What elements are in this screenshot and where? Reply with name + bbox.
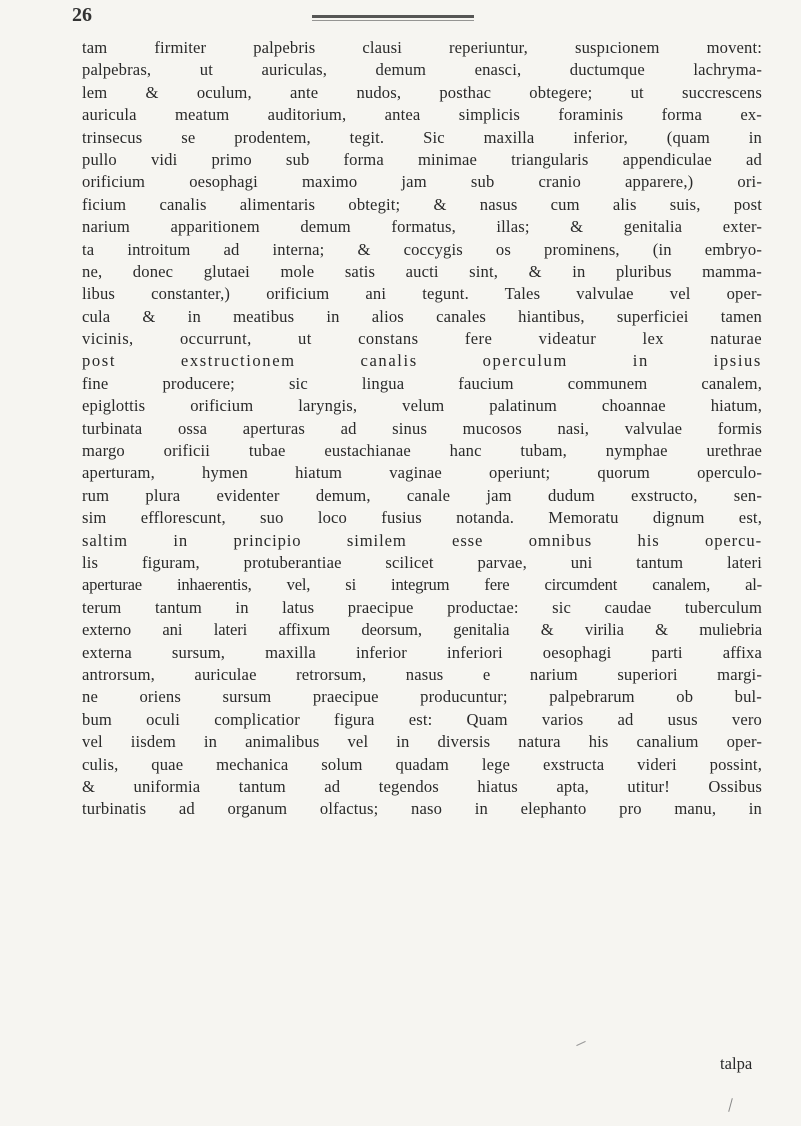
header-rule-thin — [312, 20, 474, 21]
text-line: lem & oculum, ante nudos, posthac obtegere; ut succrescens — [82, 82, 762, 102]
text-line: sim efflorescunt, suo loco fusius notanda. Memoratu dignum est, — [82, 508, 762, 528]
text-line: rum plura evidenter demum, canale jam dudum exstructo, sen- — [82, 485, 762, 505]
text-line: epiglottis orificium laryngis, velum palatinum choannae hiatum, — [82, 396, 762, 416]
text-line: aperturae inhaerentis, vel, si integrum fere circumdent canalem, al- — [82, 575, 762, 595]
text-line: auricula meatum auditorium, antea simplicis foraminis forma ex- — [82, 105, 762, 125]
text-line: trinsecus se prodentem, tegit. Sic maxilla inferior, (quam in — [82, 127, 762, 147]
text-line: narium apparitionem demum formatus, illas; & genitalia exter- — [82, 217, 762, 237]
text-line: & uniformia tantum ad tegendos hiatus apta, utitur! Ossibus — [82, 776, 762, 796]
text-line: libus constanter,) orificium ani tegunt. Tales valvulae vel oper- — [82, 284, 762, 304]
page-blemish — [576, 1041, 585, 1046]
text-line: pullo vidi primo sub forma minimae triangularis appendiculae ad — [82, 149, 762, 169]
text-line: cula & in meatibus in alios canales hiantibus, superficiei tamen — [82, 306, 762, 326]
text-line: culis, quae mechanica solum quadam lege exstructa videri possint, — [82, 754, 762, 774]
text-line: post exstructionem canalis operculum in ipsius — [82, 351, 762, 371]
text-line: palpebras, ut auriculas, demum enasci, ductumque lachryma- — [82, 60, 762, 80]
catchword: talpa — [720, 1054, 753, 1073]
text-line: terum tantum in latus praecipue productae: sic caudae tuberculum — [82, 597, 762, 617]
text-line: vel iisdem in animalibus vel in diversis natura his canalium oper- — [82, 732, 762, 752]
text-line: fine producere; sic lingua faucium communem canalem, — [82, 373, 762, 393]
text-line: tam firmiter palpebris clausi reperiuntur, suspıcionem movent: — [82, 38, 762, 57]
text-line: turbinata ossa aperturas ad sinus mucosos nasi, valvulae formis — [82, 418, 762, 438]
text-line: ne oriens sursum praecipue producuntur; palpebrarum ob bul- — [82, 687, 762, 707]
page-blemish — [728, 1098, 733, 1112]
header-rule — [312, 15, 474, 18]
text-line: turbinatis ad organum olfactus; naso in elephanto pro manu, in — [82, 799, 762, 819]
text-line: margo orificii tubae eustachianae hanc tubam, nymphae urethrae — [82, 441, 762, 461]
text-line: vicinis, occurrunt, ut constans fere videatur lex naturae — [82, 329, 762, 349]
text-line: orificium oesophagi maximo jam sub cranio apparere,) ori- — [82, 172, 762, 192]
text-line: lis figuram, protuberantiae scilicet parvae, uni tantum lateri — [82, 552, 762, 572]
body-text — [82, 37, 762, 821]
text-line: saltim in principio similem esse omnibus his opercu- — [82, 530, 762, 550]
text-line: externo ani lateri affixum deorsum, genitalia & virilia & muliebria — [82, 620, 762, 640]
text-line: externa sursum, maxilla inferior inferiori oesophagi parti affixa — [82, 642, 762, 662]
text-line: antrorsum, auriculae retrorsum, nasus e narium superiori margi- — [82, 664, 762, 684]
text-line: aperturam, hymen hiatum vaginae operiunt; quorum operculo- — [82, 463, 762, 483]
page-number: 26 — [72, 4, 92, 26]
text-line: bum oculi complicatior figura est: Quam varios ad usus vero — [82, 709, 762, 729]
text-line: ficium canalis alimentaris obtegit; & nasus cum alis suis, post — [82, 194, 762, 214]
text-line: ta introitum ad interna; & coccygis os prominens, (in embryo- — [82, 239, 762, 259]
text-line: ne, donec glutaei mole satis aucti sint, & in pluribus mamma- — [82, 261, 762, 281]
